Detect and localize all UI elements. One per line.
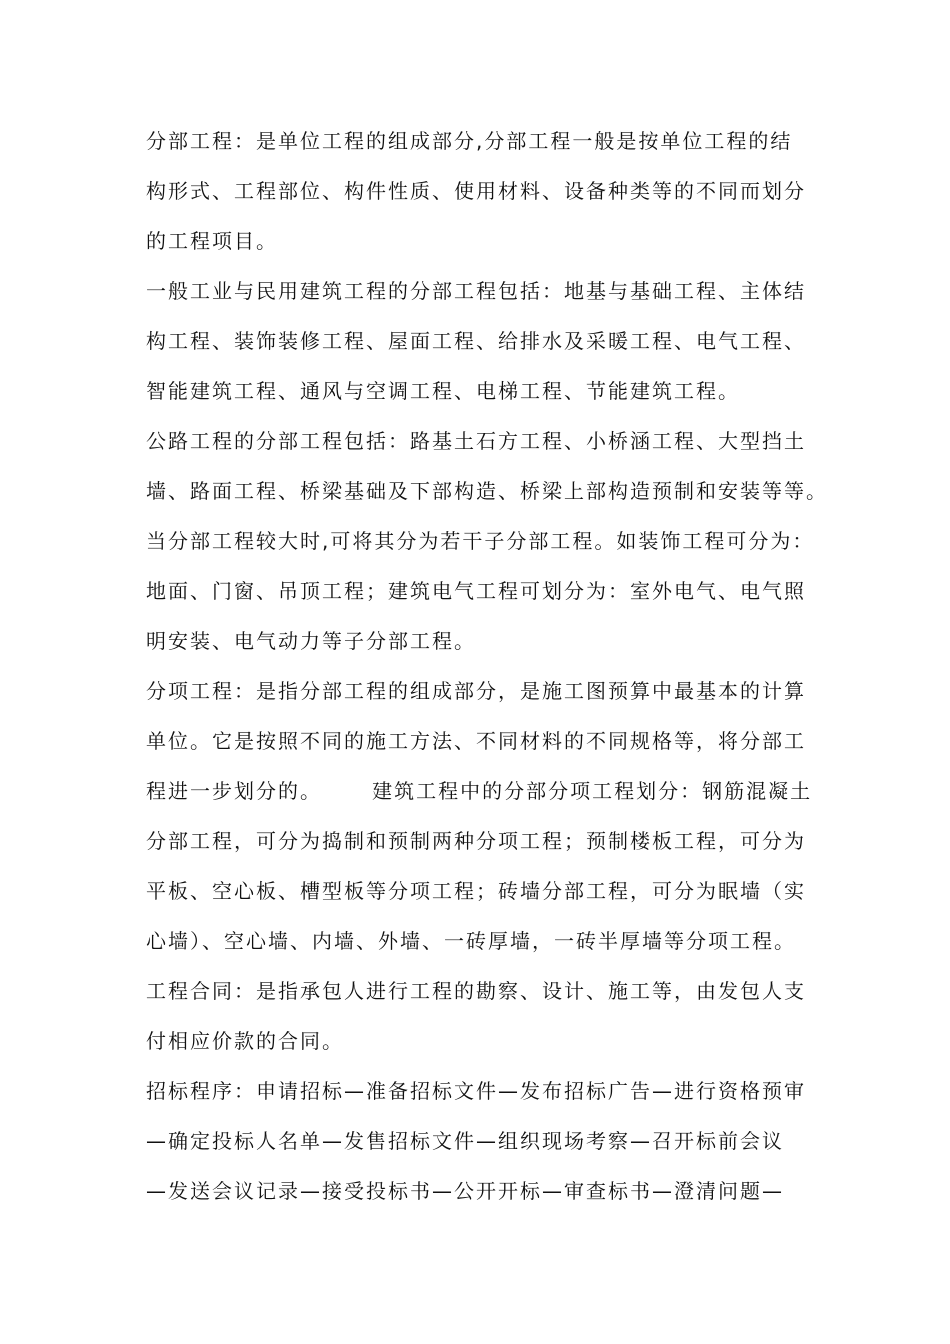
text-line: 程进一步划分的。 建筑工程中的分部分项工程划分：钢筋混凝土 xyxy=(146,779,813,803)
text-line: 付相应价款的合同。 xyxy=(146,1029,344,1053)
text-line: 构形式、工程部位、构件性质、使用材料、设备种类等的不同而划分 xyxy=(146,179,806,203)
body-text xyxy=(146,116,828,1216)
text-line: —确定投标人名单—发售招标文件—组织现场考察—召开标前会议 xyxy=(146,1129,784,1153)
text-line: 分部工程：是单位工程的组成部分,分部工程一般是按单位工程的结 xyxy=(146,129,793,153)
text-line: 一般工业与民用建筑工程的分部工程包括：地基与基础工程、主体结 xyxy=(146,279,806,303)
text-line: 墙、路面工程、桥梁基础及下部构造、桥梁上部构造预制和安装等等。 xyxy=(146,479,828,503)
text-line: 公路工程的分部工程包括：路基土石方工程、小桥涵工程、大型挡土 xyxy=(146,429,806,453)
text-line: 平板、空心板、槽型板等分项工程；砖墙分部工程，可分为眠墙（实 xyxy=(146,879,806,903)
text-line: 单位。它是按照不同的施工方法、不同材料的不同规格等，将分部工 xyxy=(146,729,806,753)
text-line: 工程合同：是指承包人进行工程的勘察、设计、施工等，由发包人支 xyxy=(146,979,806,1003)
text-line: 地面、门窗、吊顶工程；建筑电气工程可划分为：室外电气、电气照 xyxy=(146,579,806,603)
text-line: 分部工程，可分为捣制和预制两种分项工程；预制楼板工程，可分为 xyxy=(146,829,806,853)
text-line: 心墙）、空心墙、内墙、外墙、一砖厚墙，一砖半厚墙等分项工程。 xyxy=(146,929,796,953)
text-line: 构工程、装饰装修工程、屋面工程、给排水及采暖工程、电气工程、 xyxy=(146,329,806,353)
text-line: 当分部工程较大时,可将其分为若干子分部工程。如装饰工程可分为： xyxy=(146,529,815,553)
text-line: —发送会议记录—接受投标书—公开开标—审查标书—澄清问题— xyxy=(146,1179,784,1203)
text-line: 招标程序：申请招标—准备招标文件—发布招标广告—进行资格预审 xyxy=(146,1079,806,1103)
text-line: 分项工程：是指分部工程的组成部分，是施工图预算中最基本的计算 xyxy=(146,679,806,703)
text-line: 明安装、电气动力等子分部工程。 xyxy=(146,629,476,653)
text-line: 智能建筑工程、通风与空调工程、电梯工程、节能建筑工程。 xyxy=(146,379,740,403)
text-line: 的工程项目。 xyxy=(146,229,278,253)
